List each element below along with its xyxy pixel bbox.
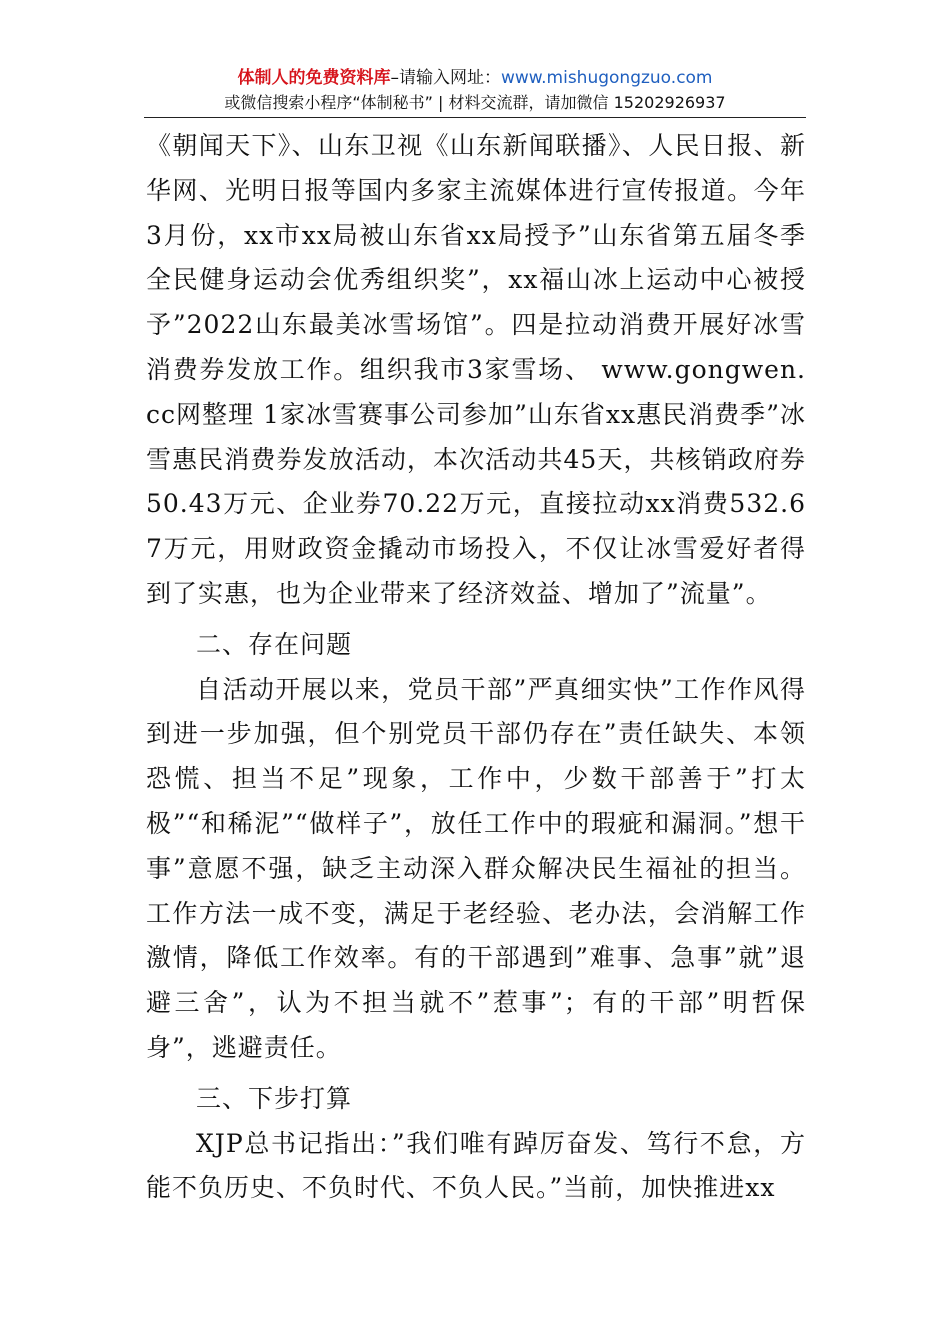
paragraph-continued: 《朝闻天下》、山东卫视《山东新闻联播》、人民日报、新华网、光明日报等国内多家主流媒体进行宣传报道。今年3月份，xx市xx局被山东省xx局授予”山东省第五届冬季全民健身运动会优秀组织奖”，xx福山冰上运动中心被授予”2022山东最美冰雪场馆”。四是拉动消费开展好冰雪消费券发放工作。组织我市3家雪场、 www.gongwen.cc网整理 1家冰雪赛事公司参加”山东省xx惠民消费季”冰雪惠民消费券发放活动，本次活动共45天，共核销政府券50.43万元、企业券70.22万元，直接拉动xx消费532.67万元，用财政资金撬动市场投入，不仅让冰雪爱好者得到了实惠，也为企业带来了经济效益、增加了”流量”。: [146, 131, 806, 608]
header-line-2: 或微信搜索小程序“体制秘书” | 材料交流群，请加微信 15202926937: [224, 93, 726, 112]
paragraph-issues: 自活动开展以来，党员干部”严真细实快”工作作风得到进一步加强，但个别党员干部仍存在”责任缺失、本领恐慌、担当不足”现象，工作中，少数干部善于”打太极”“和稀泥”“做样子”，放任工作中的瑕疵和漏洞。”想干事”意愿不强，缺乏主动深入群众解决民生福祉的担当。工作方法一成不变，满足于老经验、老办法，会消解工作激情，降低工作效率。有的干部遇到”难事、急事”就”退避三舍”，认为不担当就不”惹事”；有的干部”明哲保身”，逃避责任。: [146, 674, 806, 1062]
header-prompt: –请输入网址：: [390, 68, 501, 88]
document-header: [0, 66, 950, 114]
header-url-link[interactable]: www.mishugongzuo.com: [500, 68, 713, 88]
header-divider: [144, 117, 806, 118]
header-brand: 体制人的免费资料库: [237, 68, 391, 88]
section-heading-issues: 二、存在问题: [196, 629, 353, 659]
section-heading-next-steps: 三、下步打算: [196, 1083, 353, 1113]
document-body: [146, 124, 806, 1211]
paragraph-next-steps: XJP总书记指出：”我们唯有踔厉奋发、笃行不怠，方能不负历史、不负时代、不负人民。”当前，加快推进xx: [146, 1128, 806, 1203]
header-line-1: [0, 66, 950, 90]
